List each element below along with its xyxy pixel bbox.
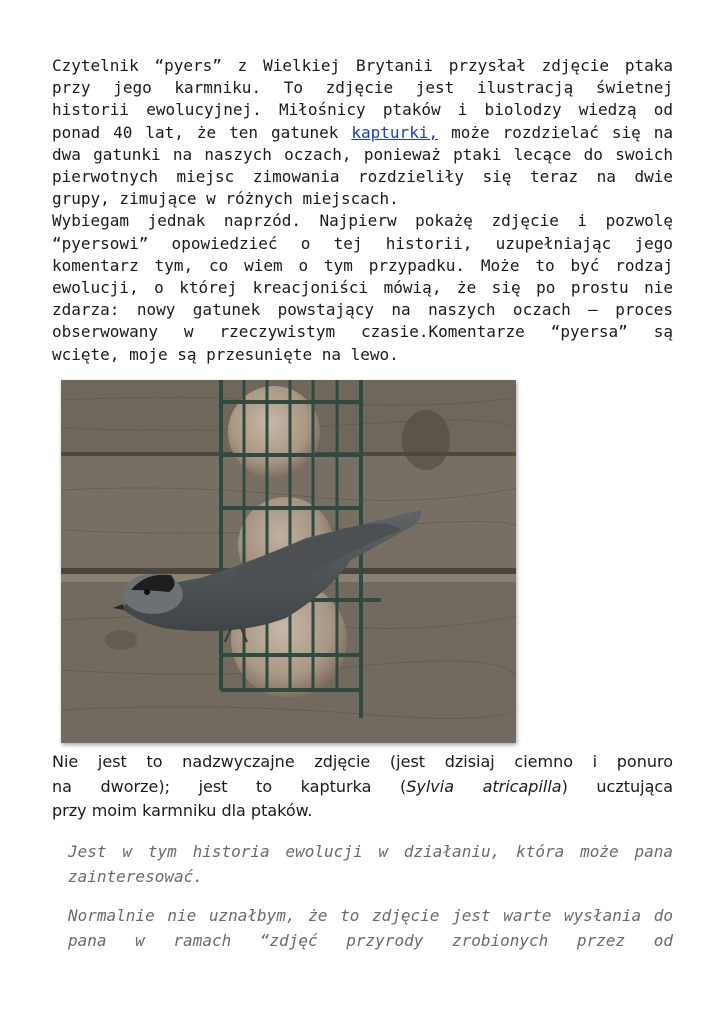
text-line: Nie jest to nadzwyczajne zdjęcie (jest dzisiaj ciemno i ponuro (52, 752, 673, 771)
text-line-with-italic (52, 775, 673, 800)
quote-line: zainteresować. (68, 866, 203, 886)
quote-line: Normalnie nie uznałbym, że to zdjęcie jest warte wysłania do (68, 906, 673, 925)
text-segment: może rozdzielać się na (451, 122, 674, 142)
text-line: obserwowany w rzeczywistym czasie.Komentarze “pyersa” są (52, 322, 673, 342)
quote-line: pana w ramach “zdjęć przyrody zrobionych przez od (68, 930, 673, 950)
text-line: historii ewolucyjnej. Miłośnicy ptaków i biolodzy wiedzą od (52, 100, 673, 120)
text-line: grupy, zimujące w różnych miejscach. (52, 189, 399, 209)
quoted-comment-1 (68, 840, 673, 889)
blackcap-feeder-photo (61, 380, 516, 743)
text-line: “pyersowi” opowiedzieć o tej historii, uzupełniając jego (52, 233, 673, 253)
text-line: ewolucji, o której kreacjoniści mówią, że się po prostu nie (52, 278, 673, 298)
text-line: dwa gatunki na naszych oczach, ponieważ ptaki lecące do swoich (52, 144, 673, 164)
quote-line: Jest w tym historia ewolucji w działaniu, która może pana (68, 842, 673, 861)
text-line-with-link (52, 122, 673, 144)
text-line: Wybiegam jednak naprzód. Najpierw pokażę zdjęcie i pozwolę (52, 211, 673, 231)
text-segment: ) ucztująca (561, 776, 673, 796)
text-line: przy moim karmniku dla ptaków. (52, 801, 313, 820)
text-segment: ponad 40 lat, że ten gatunek (52, 122, 339, 142)
species-name: Sylvia atricapilla (406, 776, 562, 796)
text-line: komentarz tym, co wiem o tym przypadku. Może to być rodzaj (52, 255, 673, 275)
intro-paragraph (52, 55, 673, 366)
text-line: przy jego karmniku. To zdjęcie jest ilustracją świetnej (52, 78, 673, 98)
photo-caption-paragraph (52, 750, 673, 824)
kapturki-link[interactable]: kapturki, (351, 122, 439, 142)
text-line: zdarza: nowy gatunek powstający na naszych oczach — proces (52, 300, 673, 320)
text-segment: na dworze); jest to kapturka ( (52, 776, 407, 796)
text-line: pierwotnych miejsc zimowania rozdzieliły się teraz na dwie (52, 167, 673, 187)
quoted-comment-2 (68, 904, 673, 953)
text-line: wcięte, moje są przesunięte na lewo. (52, 344, 399, 364)
text-line: Czytelnik “pyers” z Wielkiej Brytanii przysłał zdjęcie ptaka (52, 56, 673, 75)
